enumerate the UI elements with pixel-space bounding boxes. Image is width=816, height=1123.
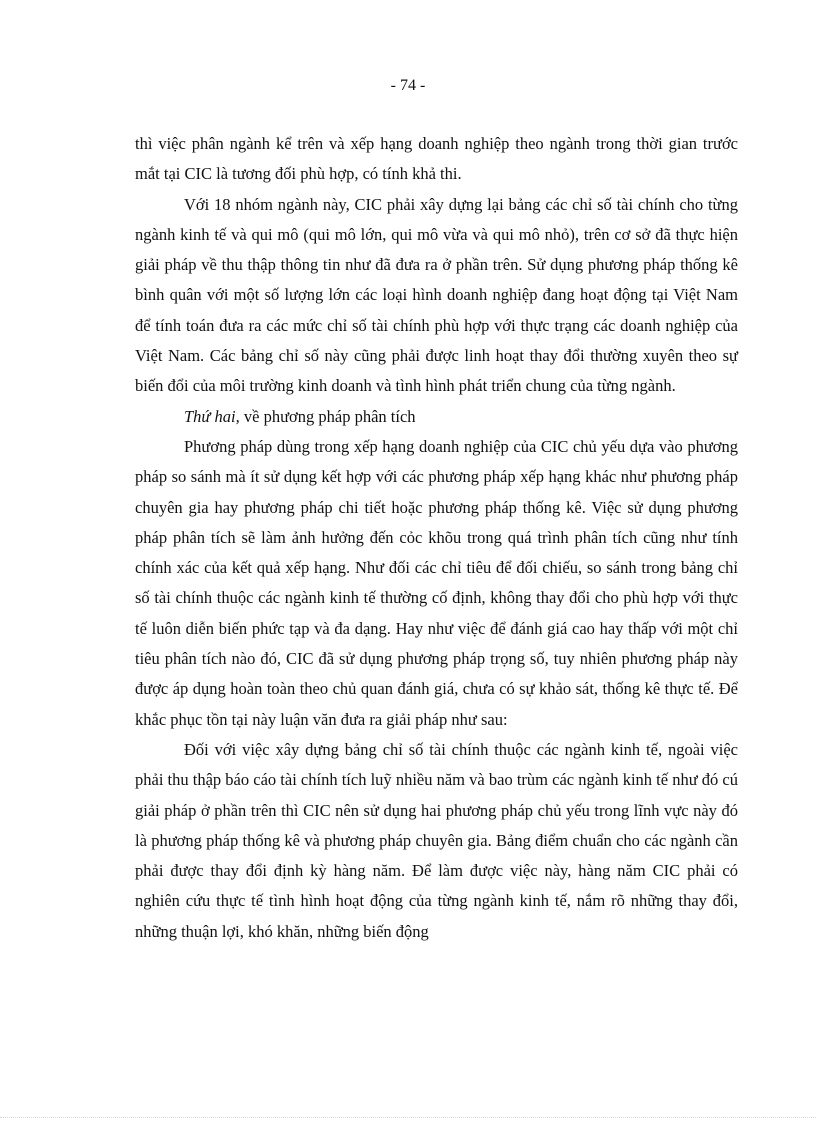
paragraph-continuation: thì việc phân ngành kể trên và xếp hạng doanh nghiệp theo ngành trong thời gian trước mắt tại CIC là tương đối phù hợp, có tính khả thi. (135, 134, 738, 184)
page-number: - 74 - (390, 77, 426, 94)
page-bottom-divider (0, 1117, 816, 1118)
italic-lead: Thứ hai, (184, 406, 240, 426)
paragraph-industry-groups: Với 18 nhóm ngành này, CIC phải xây dựng lại bảng các chỉ số tài chính cho từng ngành kinh tế và qui mô (qui mô lớn, qui mô vừa và qui mô nhỏ), trên cơ sở đã thực hiện giải pháp về thu thập thông tin như đã đưa ra ở phần trên. Sử dụng phương pháp thống kê bình quân với một số lượng lớn các loại hình doanh nghiệp đang hoạt động tại Việt Nam để tính toán đưa ra các mức chỉ số tài chính phù hợp với thực trạng các doanh nghiệp của Việt Nam. Các bảng chỉ số này cũng phải được linh hoạt thay đổi thường xuyên theo sự biến đổi của môi trường kinh doanh và tình hình phát triển chung của từng ngành. (135, 194, 738, 396)
paragraph-analysis-method: Phương pháp dùng trong xếp hạng doanh nghiệp của CIC chủ yếu dựa vào phương pháp so sánh mà ít sử dụng kết hợp với các phương pháp xếp hạng khác như phương pháp chuyên gia hay phương pháp chi tiết hoặc phương pháp thống kê. Việc sử dụng phương pháp phân tích sẽ làm ảnh hưởng đến cỏc khõu trong quá trình phân tích cũng như tính chính xác của kết quả xếp hạng. Như đối các chỉ tiêu để đối chiếu, so sánh trong bảng chỉ số tài chính thuộc các ngành kinh tế thường cố định, không thay đổi cho phù hợp với thực tế luôn diễn biến phức tạp và đa dạng. Hay như việc để đánh giá cao hay thấp với một chỉ tiêu phân tích nào đó, CIC đã sử dụng phương pháp trọng số, tuy nhiên phương pháp này được áp dụng hoàn toàn theo chủ quan đánh giá, chưa có sự khảo sát, thống kê thực tế. Để khắc phục tồn tại này luận văn đưa ra giải pháp như sau: (135, 436, 738, 729)
paragraph-second-heading (135, 402, 738, 432)
heading-text: về phương pháp phân tích (239, 406, 416, 426)
document-body (135, 129, 738, 947)
paragraph-solution: Đối với việc xây dựng bảng chỉ số tài chính thuộc các ngành kinh tế, ngoài việc phải thu thập báo cáo tài chính tích luỹ nhiều năm và bao trùm các ngành kinh tế như đó cú giải pháp ở phần trên thì CIC nên sử dụng hai phương pháp chủ yếu trong lĩnh vực này đó là phương pháp thống kê và phương pháp chuyên gia. Bảng điểm chuẩn cho các ngành cần phải được thay đổi định kỳ hàng năm. Để làm được việc này, hàng năm CIC phải có nghiên cứu thực tế tình hình hoạt động của từng ngành kinh tế, nắm rõ những thay đổi, những thuận lợi, khó khăn, những biến động (135, 739, 738, 941)
